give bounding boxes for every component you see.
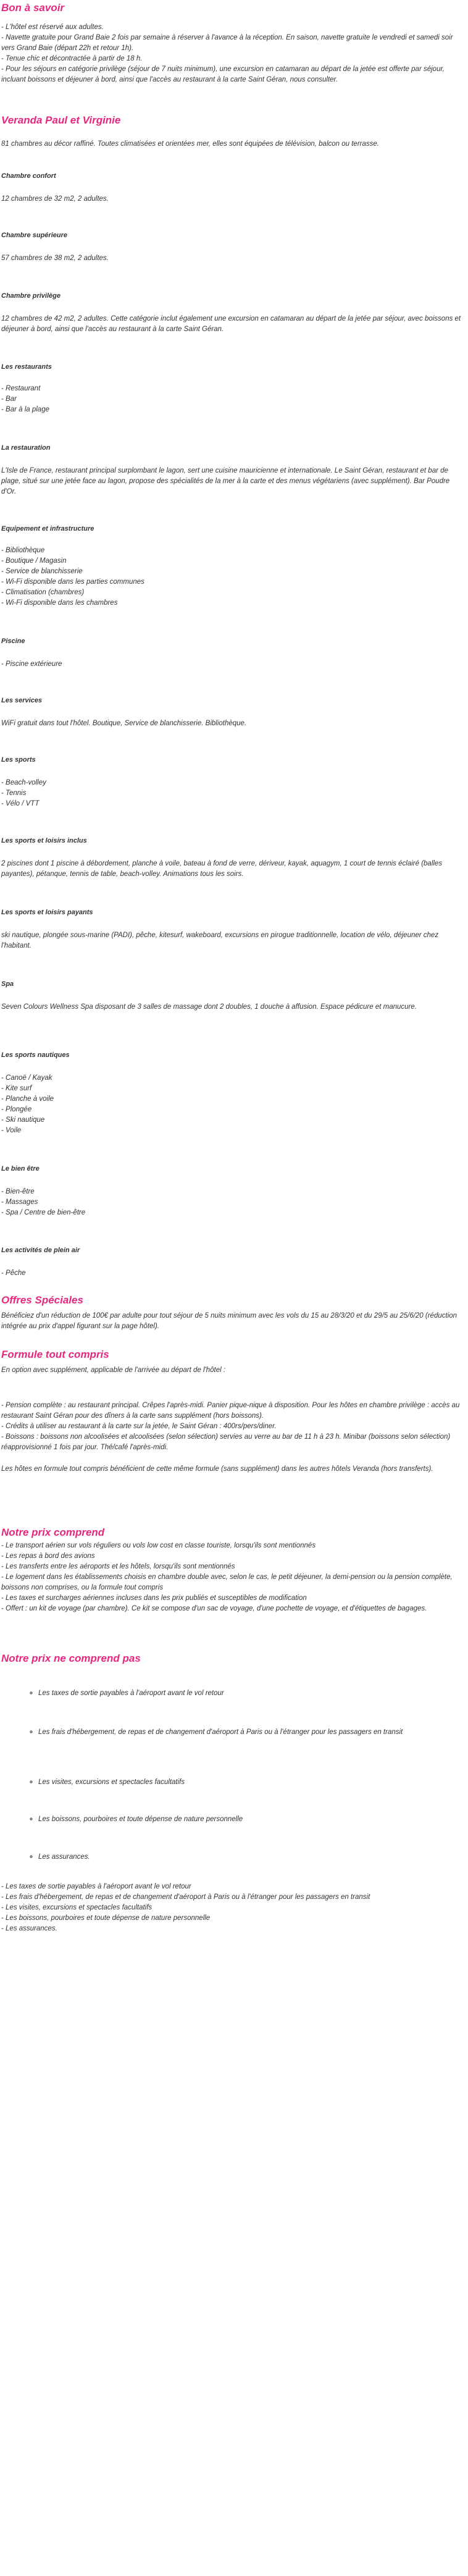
- section-equipement: [1, 524, 464, 608]
- non-compris-title: Notre prix ne comprend pas: [1, 1652, 141, 1664]
- non-compris-bullet: ◦ Les assurances.: [38, 1852, 431, 1863]
- section-chambre-privilege: [1, 291, 464, 335]
- section-title: Les restaurants: [1, 363, 52, 371]
- section-piscine: [1, 636, 464, 670]
- section-title: Les sports et loisirs inclus: [1, 837, 87, 844]
- non-compris-bullet: ◦ Les visites, excursions et spectacles facultatifs: [38, 1777, 431, 1788]
- prix-line: - Le transport aérien sur vols réguliers ou vols low cost en classe touriste, lorsqu'ils sont mentionnés: [1, 1542, 316, 1549]
- section-plein-air: [1, 1245, 464, 1279]
- non-compris-line: - Les taxes de sortie payables à l'aéroport avant le vol retour: [1, 1883, 191, 1890]
- section-line: ski nautique, plongée sous-marine (PADI), pêche, kitesurf, wakeboard, excursions en pirogue traditionnelle, location de vélo, déjeuner chez l'habitant.: [1, 932, 439, 949]
- section-title: Chambre supérieure: [1, 232, 67, 239]
- formule-note: Les hôtes en formule tout compris bénéficient de cette même formule (sans supplément) dans les autres hôtels Veranda (hors transferts).: [1, 1465, 433, 1473]
- bon-a-savoir-line: - L'hôtel est réservé aux adultes.: [1, 23, 104, 31]
- formule-list: [1, 1400, 464, 1453]
- section-list: [1, 1187, 464, 1218]
- bon-a-savoir-line: - Navette gratuite pour Grand Baie 2 fois par semaine à réserver à l'avance à la réception. En saison, navette gratuite le vendredi et samedi soir vers Grand Baie (départ 22h et retour 1h).: [1, 34, 453, 52]
- section-line: - Vélo / VTT: [1, 800, 40, 807]
- section-line: - Bar à la plage: [1, 406, 49, 413]
- section-line: WiFi gratuit dans tout l'hôtel. Boutique, Service de blanchisserie. Bibliothèque.: [1, 720, 247, 727]
- section-sports-payants: [1, 907, 464, 951]
- veranda-section: [1, 114, 464, 149]
- section-bien-etre: [1, 1164, 464, 1218]
- section-title: Spa: [1, 980, 14, 988]
- section-line: - Boutique / Magasin: [1, 557, 67, 565]
- section-line: - Service de blanchisserie: [1, 568, 83, 575]
- non-compris-line: - Les visites, excursions et spectacles facultatifs: [1, 1904, 153, 1911]
- non-compris-bullets: [1, 1852, 431, 1863]
- prix-line: - Le logement dans les établissements choisis en chambre double avec, selon le cas, le petit déjeuner, la demi-pension ou la pension complète, boissons non comprises, ou la formule tout compris: [1, 1573, 453, 1591]
- formule-section: [1, 1348, 464, 1475]
- bon-a-savoir-line: - Pour les séjours en catégorie privilège (séjour de 7 nuits minimum), une excursion en catamaran au départ de la jetée est offerte par séjour, incluant boissons et déjeuner à bord, ainsi que l'accès au restaurant à la carte Saint Géran, nous consulter.: [1, 65, 445, 83]
- section-title: Les activités de plein air: [1, 1247, 80, 1254]
- non-compris-bullet: ◦ Les frais d'hébergement, de repas et de changement d'aéroport à Paris ou à l'étranger pour les passagers en transit: [38, 1727, 431, 1738]
- section-line: - Wi-Fi disponible dans les parties communes: [1, 578, 144, 586]
- prix-line: - Les transferts entre les aéroports et les hôtels, lorsqu'ils sont mentionnés: [1, 1563, 235, 1570]
- section-title: Chambre confort: [1, 172, 56, 180]
- section-line: - Kite surf: [1, 1085, 32, 1092]
- non-compris-line: - Les assurances.: [1, 1925, 57, 1932]
- section-chambre-superieure: [1, 230, 464, 264]
- prix-list: [1, 1541, 464, 1614]
- non-compris-bullet: ◦ Les boissons, pourboires et toute dépense de nature personnelle: [38, 1814, 431, 1825]
- section-line: - Bibliothèque: [1, 547, 45, 554]
- formule-line: - Pension complète : au restaurant principal. Crêpes l'après-midi. Panier pique-nique à disposition. Pour les hôtes en chambre privilège : accès au restaurant Saint Géran pour des dîners à la carte sans supplément (hors boissons).: [1, 1402, 460, 1420]
- prix-section: [1, 1526, 464, 1614]
- bon-a-savoir-text: [1, 22, 464, 85]
- prix-line: - Les taxes et surcharges aériennes incluses dans les prix publiés et susceptibles de modification: [1, 1594, 307, 1602]
- formule-title: Formule tout compris: [1, 1349, 109, 1360]
- section-restauration: [1, 443, 464, 497]
- section-title: La restauration: [1, 444, 51, 452]
- bon-a-savoir-section: [1, 1, 464, 85]
- offres-title: Offres Spéciales: [1, 1294, 83, 1306]
- section-line: - Canoë / Kayak: [1, 1074, 52, 1082]
- section-line: - Planche à voile: [1, 1095, 54, 1103]
- section-services: [1, 696, 464, 729]
- section-sports: [1, 755, 464, 809]
- formule-line: - Crédits à utiliser au restaurant à la carte sur la jetée, le Saint Géran : 400rs/pers/diner.: [1, 1423, 277, 1430]
- non-compris-bullets: [1, 1727, 431, 1738]
- offres-section: [1, 1294, 464, 1332]
- section-list: [1, 778, 464, 809]
- section-title: Piscine: [1, 638, 25, 645]
- section-line: - Bar: [1, 395, 17, 403]
- offres-text: Bénéficiez d'un réduction de 100€ par adulte pour tout séjour de 5 nuits minimum avec les vols du 15 au 28/3/20 et du 29/5 au 25/6/20 (réduction intégrée au prix d'appel figurant sur la page hôtel).: [1, 1312, 458, 1330]
- section-line: - Ski nautique: [1, 1116, 45, 1124]
- section-line: 2 piscines dont 1 piscine à débordement, planche à voile, bateau à fond de verre, dériveur, kayak, aquagym, 1 court de tennis éclairé (balles payantes), pétanque, tennis de table, beach-volley. Animations tous les soirs.: [1, 860, 443, 878]
- section-line: - Restaurant: [1, 385, 41, 392]
- section-line: - Massages: [1, 1198, 38, 1206]
- section-line: 12 chambres de 42 m2, 2 adultes. Cette catégorie inclut également une excursion en catamaran au départ de la jetée par séjour, avec boissons et déjeuner à bord, ainsi que l'accès au restaurant à la carte Saint Géran.: [1, 315, 461, 333]
- non-compris-line: - Les boissons, pourboires et toute dépense de nature personnelle: [1, 1914, 211, 1922]
- formule-line: - Boissons : boissons non alcoolisées et alcoolisées (selon sélection) servies au verre au bar de 11 h à 23 h. Minibar (boissons selon sélection) réapprovisionné 1 fois par jour. Thé/café l'après-midi.: [1, 1433, 451, 1451]
- section-line: - Voile: [1, 1127, 22, 1134]
- section-line: - Wi-Fi disponible dans les chambres: [1, 599, 118, 607]
- section-line: - Spa / Centre de bien-être: [1, 1209, 86, 1216]
- section-line: L'Isle de France, restaurant principal surplombant le lagon, sert une cuisine mauricienne et internationale. Le Saint Géran, restaurant et bar de plage, situé sur une jetée face au lagon, propose des spécialités de la mer à la carte et des menus végétariens (avec supplément). Bar Poudre d'Or.: [1, 467, 450, 495]
- section-title: Chambre privilège: [1, 292, 61, 300]
- section-sports-inclus: [1, 836, 464, 880]
- section-title: Les sports et loisirs payants: [1, 909, 93, 916]
- non-compris-bullets: [1, 1688, 431, 1699]
- section-line: - Piscine extérieure: [1, 660, 62, 668]
- section-line: Seven Colours Wellness Spa disposant de 3 salles de massage dont 2 doubles, 1 douche à affusion. Espace pédicure et manucure.: [1, 1003, 417, 1011]
- prix-line: - Offert : un kit de voyage (par chambre). Ce kit se compose d'un sac de voyage, d'une pochette de voyage, et d'étiquettes de bagages.: [1, 1605, 427, 1612]
- section-line: - Climatisation (chambres): [1, 589, 85, 596]
- non-compris-bullet: ◦ Les taxes de sortie payables à l'aéroport avant le vol retour: [38, 1688, 431, 1699]
- section-line: - Beach-volley: [1, 779, 46, 786]
- section-title: Les services: [1, 697, 43, 704]
- section-line: - Tennis: [1, 789, 27, 797]
- prix-title: Notre prix comprend: [1, 1526, 105, 1538]
- section-title: Le bien être: [1, 1165, 40, 1172]
- section-line: 12 chambres de 32 m2, 2 adultes.: [1, 195, 109, 203]
- section-title: Equipement et infrastructure: [1, 525, 94, 532]
- section-chambre-confort: [1, 171, 464, 204]
- veranda-intro: 81 chambres au décor raffiné. Toutes climatisées et orientées mer, elles sont équipées de télévision, balcon ou terrasse.: [1, 140, 379, 148]
- section-restaurants: [1, 362, 464, 415]
- non-compris-bullets: [1, 1777, 431, 1788]
- section-line: - Plongée: [1, 1106, 32, 1113]
- bon-a-savoir-line: - Tenue chic et décontractée à partir de 18 h.: [1, 55, 143, 62]
- section-line: - Pêche: [1, 1269, 26, 1277]
- section-list: [1, 1073, 464, 1136]
- non-compris-section: [1, 1652, 464, 1665]
- section-sports-nautiques: [1, 1050, 464, 1136]
- section-list: [1, 384, 464, 415]
- bon-a-savoir-title: Bon à savoir: [1, 2, 65, 14]
- formule-intro: En option avec supplément, applicable de l'arrivée au départ de l'hôtel :: [1, 1366, 226, 1374]
- section-spa: [1, 979, 464, 1012]
- section-line: 57 chambres de 38 m2, 2 adultes.: [1, 255, 109, 262]
- section-title: Les sports nautiques: [1, 1051, 70, 1059]
- veranda-title: Veranda Paul et Virginie: [1, 114, 121, 126]
- section-line: - Bien-être: [1, 1188, 35, 1195]
- prix-line: - Les repas à bord des avions: [1, 1552, 95, 1560]
- non-compris-list: [1, 1882, 464, 1934]
- section-title: Les sports: [1, 756, 36, 764]
- non-compris-line: - Les frais d'hébergement, de repas et de changement d'aéroport à Paris ou à l'étranger pour les passagers en transit: [1, 1893, 370, 1901]
- section-list: [1, 545, 464, 608]
- non-compris-bullets: [1, 1814, 431, 1825]
